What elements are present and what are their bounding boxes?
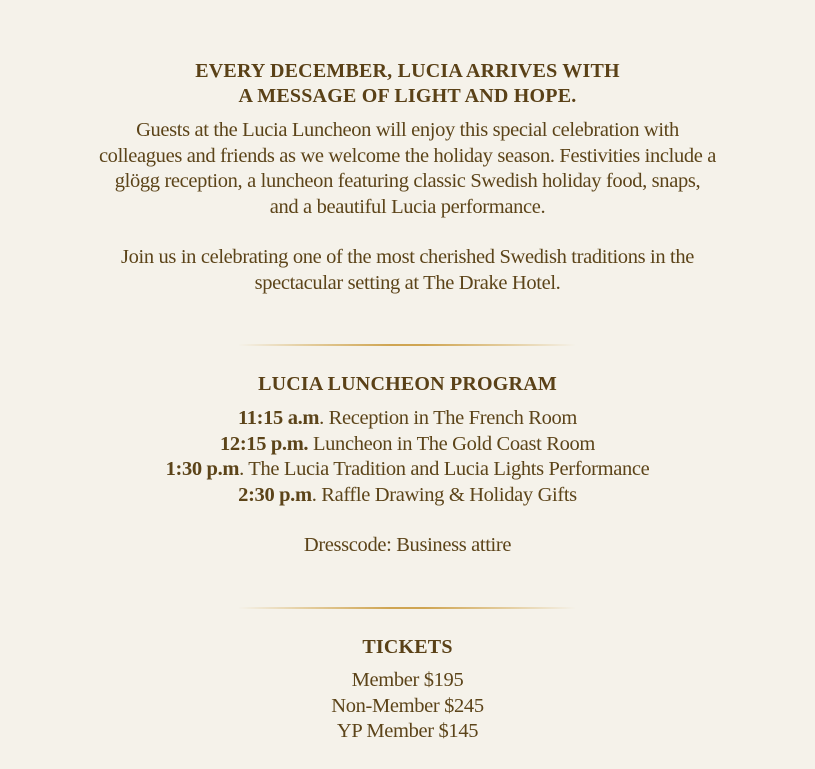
intro-heading-line: A MESSAGE OF LIGHT AND HOPE. [238, 85, 577, 107]
paragraph-line: Join us in celebrating one of the most cherished Swedish traditions in the [120, 246, 695, 268]
dresscode: Dresscode: Business attire [303, 534, 512, 556]
schedule-item [0, 457, 815, 483]
schedule-description: Raffle Drawing & Holiday Gifts [316, 483, 577, 506]
paragraph-line: and a beautiful Lucia performance. [269, 195, 546, 218]
schedule-time: 11:15 a.m [238, 407, 320, 429]
schedule-item [0, 432, 815, 458]
schedule-separator: . [311, 483, 317, 506]
schedule-separator: . [239, 458, 244, 480]
schedule-description: Reception in The French Room [323, 407, 577, 429]
schedule-item [0, 483, 815, 509]
ticket-price-member: Member $195 [351, 669, 464, 691]
program-schedule [0, 406, 815, 508]
intro-heading-line: EVERY DECEMBER, LUCIA ARRIVES WITH [195, 60, 620, 82]
paragraph-line: glögg reception, a luncheon featuring classic Swedish holiday food, snaps, [114, 170, 701, 192]
schedule-time: 12:15 p.m. [220, 432, 309, 455]
schedule-item [0, 406, 815, 432]
gold-divider [238, 607, 576, 609]
tickets-heading: TICKETS [362, 636, 453, 658]
schedule-description: Luncheon in The Gold Coast Room [308, 432, 595, 455]
paragraph-line: Guests at the Lucia Luncheon will enjoy this special celebration with [136, 119, 679, 141]
paragraph-line: spectacular setting at The Drake Hotel. [254, 271, 561, 294]
schedule-separator: . [319, 407, 324, 429]
ticket-price-yp-member: YP Member $145 [336, 720, 479, 742]
intro-paragraph [0, 118, 815, 220]
ticket-price-non-member: Non-Member $245 [331, 694, 484, 717]
schedule-time: 1:30 p.m [165, 458, 240, 480]
schedule-description: The Lucia Tradition and Lucia Lights Performance [243, 458, 650, 480]
gold-divider [238, 344, 576, 346]
invitation-paragraph [0, 245, 815, 296]
program-heading: LUCIA LUNCHEON PROGRAM [258, 373, 557, 395]
paragraph-line: colleagues and friends as we welcome the holiday season. Festivities include a [98, 144, 717, 167]
schedule-time: 2:30 p.m [238, 483, 312, 506]
intro-heading [0, 59, 815, 109]
ticket-prices [0, 668, 815, 745]
